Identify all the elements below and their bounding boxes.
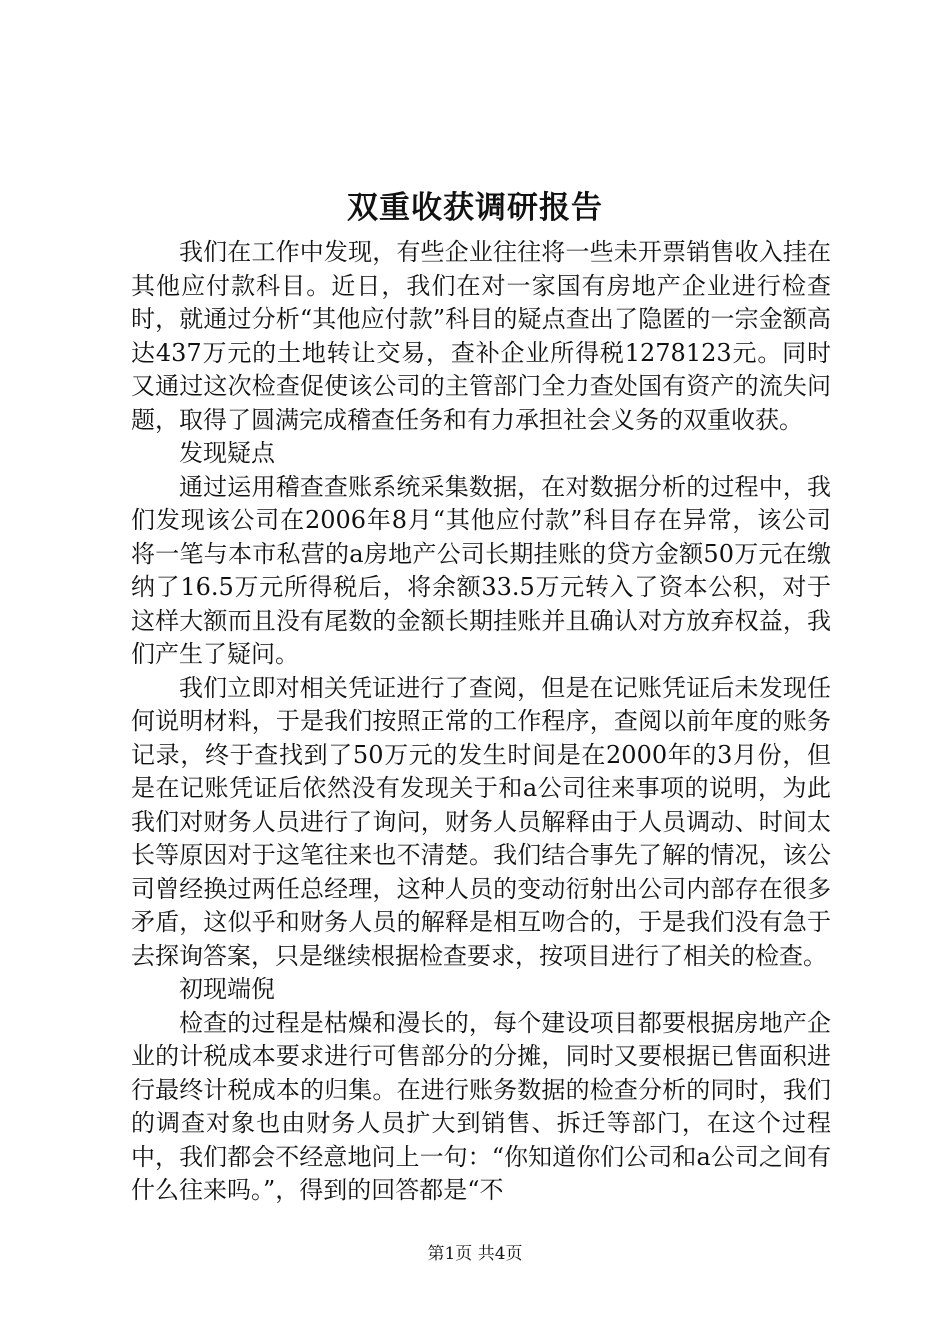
paragraph-intro: 我们在工作中发现，有些企业往往将一些未开票销售收入挂在其他应付款科目。近日，我们在对一家国有房地产企业进行检查时，就通过分析“其他应付款”科目的疑点查出了隐匿的一宗金额高达437万元的土地转让交易，查补企业所得税1278123元。同时又通过这次检查促使该公司的主管部门全力查处国有资产的流失问题，取得了圆满完成稽查任务和有力承担社会义务的双重收获。 (131, 238, 831, 434)
page-footer: 第1页 共4页 (427, 1244, 523, 1264)
document-title: 双重收获调研报告 (347, 190, 603, 226)
paragraph-inspection-process: 检查的过程是枯燥和漫长的，每个建设项目都要根据房地产企业的计税成本要求进行可售部分的分摊，同时又要根据已售面积进行最终计税成本的归集。在进行账务数据的检查分析的同时，我们的调查对象也由财务人员扩大到销售、拆迁等部门，在这个过程中，我们都会不经意地问上一句：“你知道你们公司和a公司之间有什么往来吗。”，得到的回答都是“不 (131, 1008, 831, 1204)
document-body (131, 236, 831, 1208)
section-heading-discover-doubt: 发现疑点 (179, 439, 275, 467)
paragraph-discover-doubt: 通过运用稽查查账系统采集数据，在对数据分析的过程中，我们发现该公司在2006年8月“其他应付款”科目存在异常，该公司将一笔与本市私营的a房地产公司长期挂账的贷方金额50万元在缴纳了16.5万元所得税后，将余额33.5万元转入了资本公积，对于这样大额而且没有尾数的金额长期挂账并且确认对方放弃权益，我们产生了疑问。 (131, 472, 831, 668)
section-heading-initial-clues: 初现端倪 (179, 975, 275, 1003)
paragraph-voucher-review: 我们立即对相关凭证进行了查阅，但是在记账凭证后未发现任何说明材料，于是我们按照正常的工作程序，查阅以前年度的账务记录，终于查找到了50万元的发生时间是在2000年的3月份，但是在记账凭证后依然没有发现关于和a公司往来事项的说明，为此我们对财务人员进行了询问，财务人员解释由于人员调动、时间太长等原因对于这笔往来也不清楚。我们结合事先了解的情况，该公司曾经换过两任总经理，这种人员的变动衍射出公司内部存在很多矛盾，这似乎和财务人员的解释是相互吻合的，于是我们没有急于去探询答案，只是继续根据检查要求，按项目进行了相关的检查。 (131, 673, 831, 970)
